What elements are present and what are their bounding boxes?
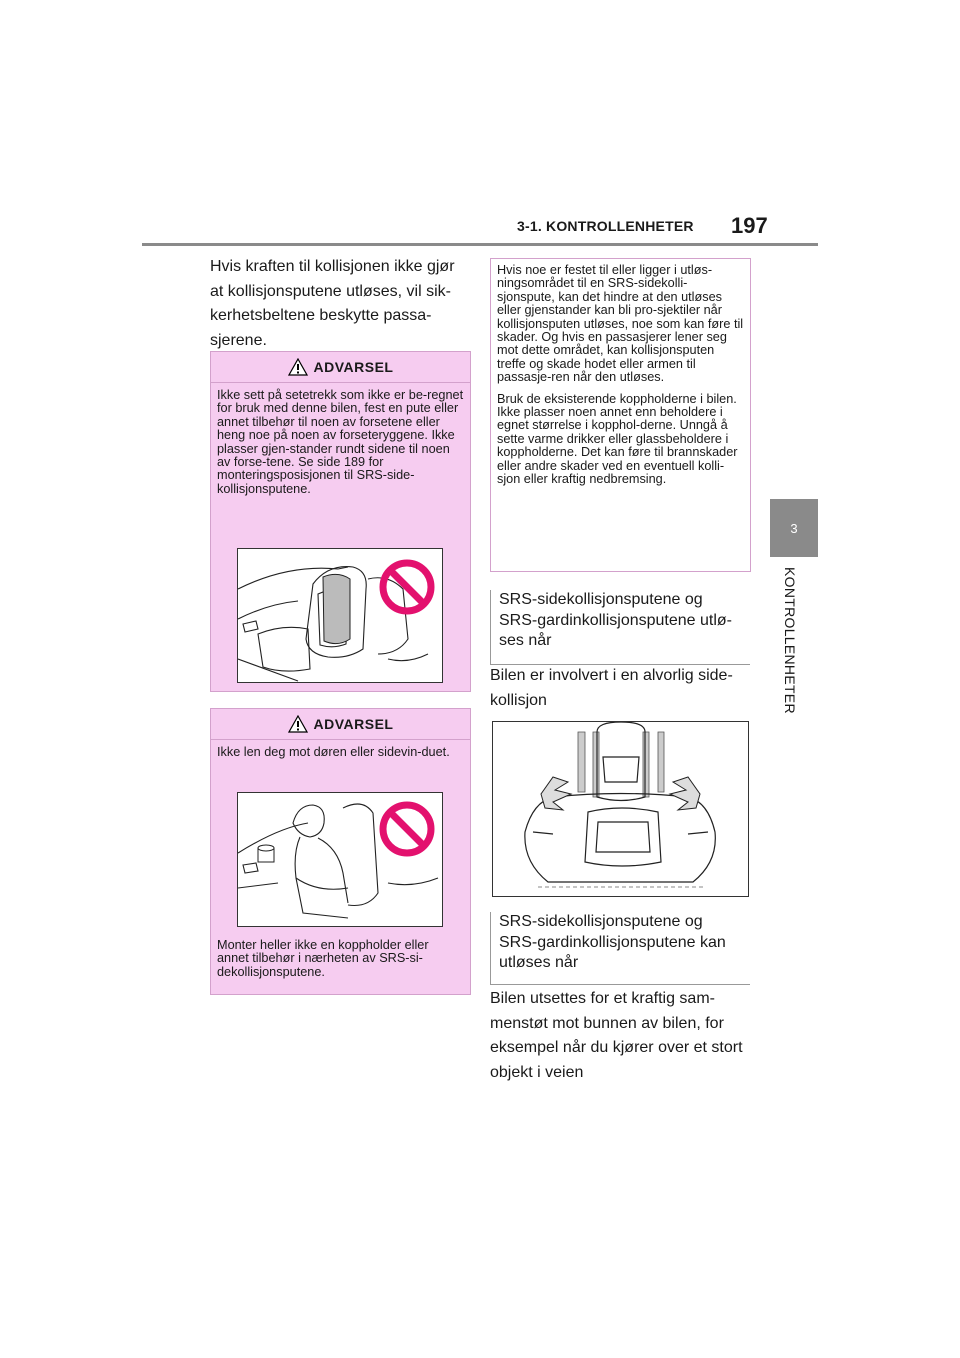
chapter-label: KONTROLLENHETER (782, 567, 798, 714)
car-collision-drawing (493, 722, 748, 896)
warning-text-after: Monter heller ikke en koppholder eller annet tilbehør i nærheten av SRS-si-dekollisjonsputene. (217, 938, 429, 979)
warning-header (211, 352, 470, 383)
section-title: 3-1. KONTROLLENHETER (517, 218, 694, 234)
header-rule (142, 243, 818, 246)
prohibited-icon (379, 559, 435, 615)
subheading-underbody-impact: SRS-sidekollisjonsputene og SRS-gardinkollisjonsputene kan utløses når (490, 912, 750, 985)
warning-header (211, 709, 470, 740)
warning-text: Ikke sett på setetrekk som ikke er be-regnet for bruk med denne bilen, fest en pute eller annet tilbehør til noen av forsetene eller heng noe på noen av forseteryggene. Ikke plasser gjen-stander rundt sidene til noen av forse-tene. Se side 189 for monteringsposisjonen til SRS-side-kollisjonsputene. (217, 388, 464, 496)
warning-box-seat-covers (210, 351, 471, 692)
prohibited-icon (379, 801, 435, 857)
warning-triangle-icon (288, 715, 308, 733)
warning-box-lean-door (210, 708, 471, 995)
warning-triangle-icon (288, 358, 308, 376)
note-paragraph-1: Hvis noe er festet til eller ligger i utløs-ningsområdet til en SRS-sidekolli-sjonspute, kan det hindre at den utløses eller gjenstander kan bli pro-sjektiler når kollisjonsputen utløses, noe som kan føre til skader. Og hvis en passasjerer lener seg mot dette området, kan kollisjonsputen treffe og skade hodet eller armen til passasje-ren når den utløses. (497, 263, 744, 385)
chapter-number: 3 (790, 520, 798, 536)
chapter-tab (770, 499, 818, 557)
warning-title: ADVARSEL (313, 359, 394, 375)
leaning-passenger-illustration (237, 792, 443, 927)
subheading-side-collision: SRS-sidekollisjonsputene og SRS-gardinkollisjonsputene utlø-ses når (490, 590, 750, 665)
seat-cover-illustration (237, 548, 443, 683)
page-number: 197 (731, 213, 768, 238)
note-paragraph-2: Bruk de eksisterende koppholderne i bilen. Ikke plasser noen annet enn beholdere i egnet størrelse i kopphol-derne. Unngå å sette varme drikker eller glassbeholdere i koppholderne. Det kan føre til brannskader eller andre skader ved en eventuell kolli-sjon eller kraftig nedbremsing. (497, 391, 738, 487)
side-collision-illustration (492, 721, 749, 897)
paragraph-side-collision: Bilen er involvert i en alvorlig side-kollisjon (490, 667, 733, 709)
intro-paragraph: Hvis kraften til kollisjonen ikke gjør at kollisjonsputene utløses, vil sik-kerhetsbeltene beskytte passa-sjerene. (210, 258, 455, 349)
warning-title: ADVARSEL (313, 716, 394, 732)
paragraph-underbody-impact: Bilen utsettes for et kraftig sam-menstøt mot bunnen av bilen, for eksempel når du kjører over et stort objekt i veien (490, 990, 743, 1081)
warning-text: Ikke len deg mot døren eller sidevin-duet. (217, 745, 450, 759)
caution-note-box (490, 258, 751, 572)
